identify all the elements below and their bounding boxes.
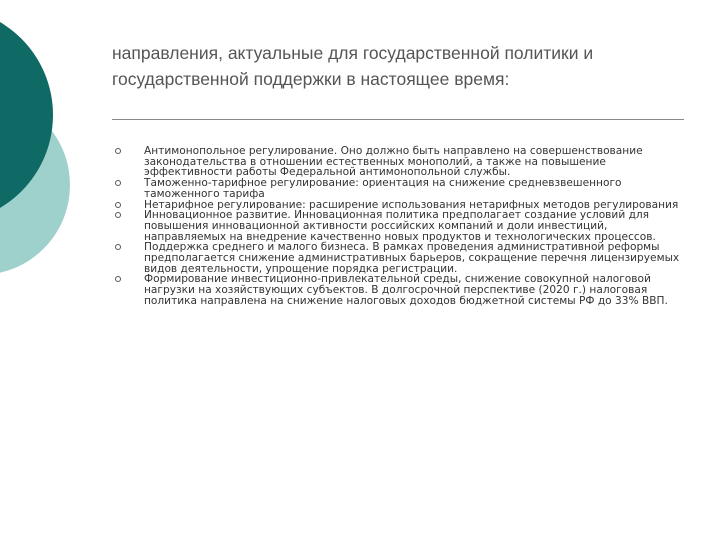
bullet-circle-icon xyxy=(115,276,121,282)
list-item xyxy=(112,178,682,199)
bullet-circle-icon xyxy=(115,202,121,208)
bullet-text: Нетарифное регулирование: расширение использования нетарифных методов регулирования xyxy=(144,198,679,211)
bullet-text: Формирование инвестиционно-привлекательной среды, снижение совокупной налоговой нагрузки на хозяйствующих субъектов. В долгосрочной перспективе (2020 г.) налоговая политика направлена на снижение налоговых доходов бюджетной системы РФ до 33% ВВП. xyxy=(144,273,668,307)
slide-title: направления, актуальные для государственной политики и государственной поддержки в настоящее время: xyxy=(112,43,594,89)
list-item xyxy=(112,274,682,306)
list-item xyxy=(112,242,682,274)
bullet-text: Таможенно-тарифное регулирование: ориентация на снижение средневзвешенного таможенного тарифа xyxy=(144,177,622,200)
bullet-text: Антимонопольное регулирование. Оно должно быть направлено на совершенствование законодательства в отношении естественных монополий, а также на повышение эффективности работы Федеральной антимонопольной службы. xyxy=(144,145,643,179)
list-item xyxy=(112,146,682,178)
bullet-circle-icon xyxy=(115,244,121,250)
bullet-circle-icon xyxy=(115,148,121,154)
bullet-circle-icon xyxy=(115,212,121,218)
bullet-text: Поддержка среднего и малого бизнеса. В рамках проведения административной реформы предполагается снижение административных барьеров, сокращение перечня лицензируемых видов деятельности, упрощение порядка регистрации. xyxy=(144,241,680,275)
bullet-circle-icon xyxy=(115,180,121,186)
bullet-list xyxy=(112,146,682,307)
list-item xyxy=(112,210,682,242)
bullet-text: Инновационное развитие. Инновационная политика предполагает создание условий для повышения инновационной активности российских компаний и доли инвестиций, направляемых на внедрение качественно новых продуктов и технологических процессов. xyxy=(144,209,656,243)
decorative-circles xyxy=(0,0,110,300)
title-divider xyxy=(112,119,684,120)
